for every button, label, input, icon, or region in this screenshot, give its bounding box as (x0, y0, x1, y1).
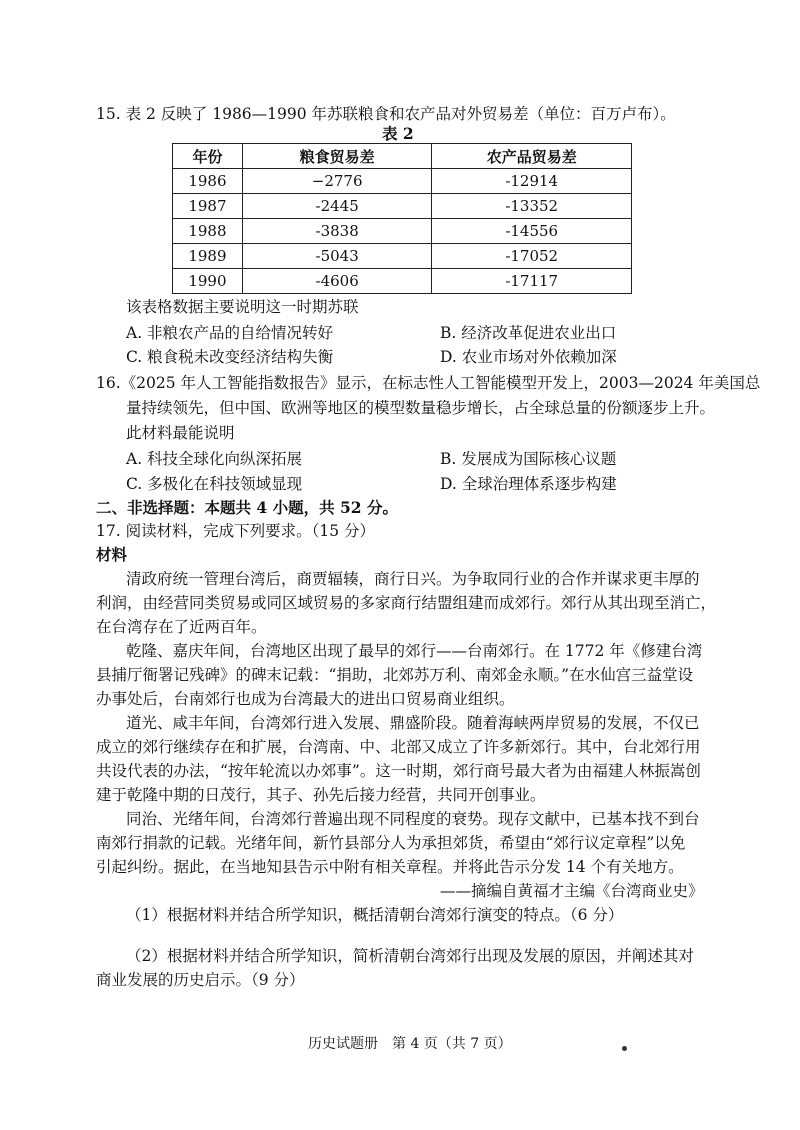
trade-table (172, 143, 632, 294)
table-title: 表 2 (382, 124, 414, 143)
material-line: 共设代表的办法，“按年轮流以办郊事”。这一时期，郊行商号最大者为由福建人林振嵩创 (96, 762, 701, 780)
q17-sub1: （1）根据材料并结合所学知识，概括清朝台湾郊行演变的特点。（6 分） (126, 906, 624, 924)
q17-sub2-line: （2）根据材料并结合所学知识，简析清朝台湾郊行出现及发展的原因，并阐述其对 (126, 947, 694, 965)
cell-grain: -3838 (242, 219, 432, 244)
q16-option-b[interactable]: B. 发展成为国际核心议题 (440, 450, 617, 468)
q15-option-c[interactable]: C. 粮食税未改变经济结构失衡 (126, 348, 334, 366)
cell-grain: -2445 (242, 194, 432, 219)
cell-grain: −2776 (242, 169, 432, 194)
cell-agri: -13352 (432, 194, 632, 219)
page-footer: 历史试题册 第 4 页（共 7 页） (308, 1036, 512, 1052)
q15-option-b[interactable]: B. 经济改革促进农业出口 (440, 324, 617, 342)
table-row (173, 194, 632, 219)
material-line: 建于乾隆中期的日茂行，其子、孙先后接力经营，共同开创事业。 (96, 786, 546, 804)
cell-grain: -4606 (242, 269, 432, 294)
cell-grain: -5043 (242, 244, 432, 269)
cell-year: 1986 (173, 169, 243, 194)
cell-agri: -17052 (432, 244, 632, 269)
table-row (173, 169, 632, 194)
table-header-row (173, 144, 632, 169)
header-agri: 农产品贸易差 (432, 144, 632, 169)
material-line: 南郊行捐款的记载。光绪年间，新竹县部分人为承担郊货，希望由“郊行议定章程”以免 (96, 834, 686, 852)
q16-stem-line: 16.《2025 年人工智能指数报告》显示，在标志性人工智能模型开发上，2003—2024 年美国总 (96, 374, 761, 392)
material-line: 利润，由经营同类贸易或同区域贸易的多家商行结盟组建而成郊行。郊行从其出现至消亡， (96, 594, 717, 612)
q17-stem: 17. 阅读材料，完成下列要求。（15 分） (96, 522, 375, 540)
material-line: 成立的郊行继续存在和扩展，台湾南、中、北部又成立了许多新郊行。其中，台北郊行用 (96, 738, 701, 756)
cell-agri: -14556 (432, 219, 632, 244)
table-row (173, 244, 632, 269)
header-year: 年份 (173, 144, 243, 169)
cell-year: 1987 (173, 194, 243, 219)
q16-stem-line: 此材料最能说明 (126, 424, 235, 442)
table-row (173, 219, 632, 244)
material-line: 引起纠纷。据此，在当地知县告示中附有相关章程。并将此告示分发 14 个有关地方。 (96, 858, 684, 876)
table-row (173, 269, 632, 294)
cell-year: 1989 (173, 244, 243, 269)
q17-sub2-line: 商业发展的历史启示。（9 分） (96, 971, 305, 989)
q15-option-a[interactable]: A. 非粮农产品的自给情况转好 (126, 324, 334, 342)
material-line: 清政府统一管理台湾后，商贾辐辏，商行日兴。为争取同行业的合作并谋求更丰厚的 (126, 570, 700, 588)
q16-stem-line: 量持续领先，但中国、欧洲等地区的模型数量稳步增长，占全球总量的份额逐步上升。 (126, 399, 716, 417)
q15-question: 该表格数据主要说明这一时期苏联 (126, 298, 359, 316)
q16-option-d[interactable]: D. 全球治理体系逐步构建 (440, 475, 617, 493)
material-line: 道光、咸丰年间，台湾郊行进入发展、鼎盛阶段。随着海峡两岸贸易的发展，不仅已 (126, 714, 700, 732)
material-line: 乾隆、嘉庆年间，台湾地区出现了最早的郊行——台南郊行。在 1772 年《修建台湾 (126, 642, 703, 660)
material-line: 同治、光绪年间，台湾郊行普遍出现不同程度的衰势。现存文献中，已基本找不到台 (126, 810, 700, 828)
q15-option-d[interactable]: D. 农业市场对外依赖加深 (440, 348, 617, 366)
material-line: 在台湾存在了近两百年。 (96, 618, 267, 636)
scan-dot (622, 1046, 627, 1051)
q16-option-c[interactable]: C. 多极化在科技领域显现 (126, 475, 303, 493)
material-source: ——摘编自黄福才主编《台湾商业史》 (440, 882, 704, 900)
cell-agri: -12914 (432, 169, 632, 194)
q15-stem: 15. 表 2 反映了 1986—1990 年苏联粮食和农产品对外贸易差（单位：百万卢布）。 (96, 105, 676, 123)
cell-agri: -17117 (432, 269, 632, 294)
material-label: 材料 (96, 545, 128, 564)
q16-option-a[interactable]: A. 科技全球化向纵深拓展 (126, 450, 303, 468)
material-line: 县捕厅衙署记残碑》的碑末记载：“捐助，北郊苏万利、南郊金永顺。”在水仙宫三益堂设 (96, 666, 694, 684)
section-heading: 二、非选择题：本题共 4 小题，共 52 分。 (96, 498, 398, 517)
cell-year: 1990 (173, 269, 243, 294)
header-grain: 粮食贸易差 (242, 144, 432, 169)
cell-year: 1988 (173, 219, 243, 244)
material-line: 办事处后，台南郊行也成为台湾最大的进出口贸易商业组织。 (96, 690, 515, 708)
